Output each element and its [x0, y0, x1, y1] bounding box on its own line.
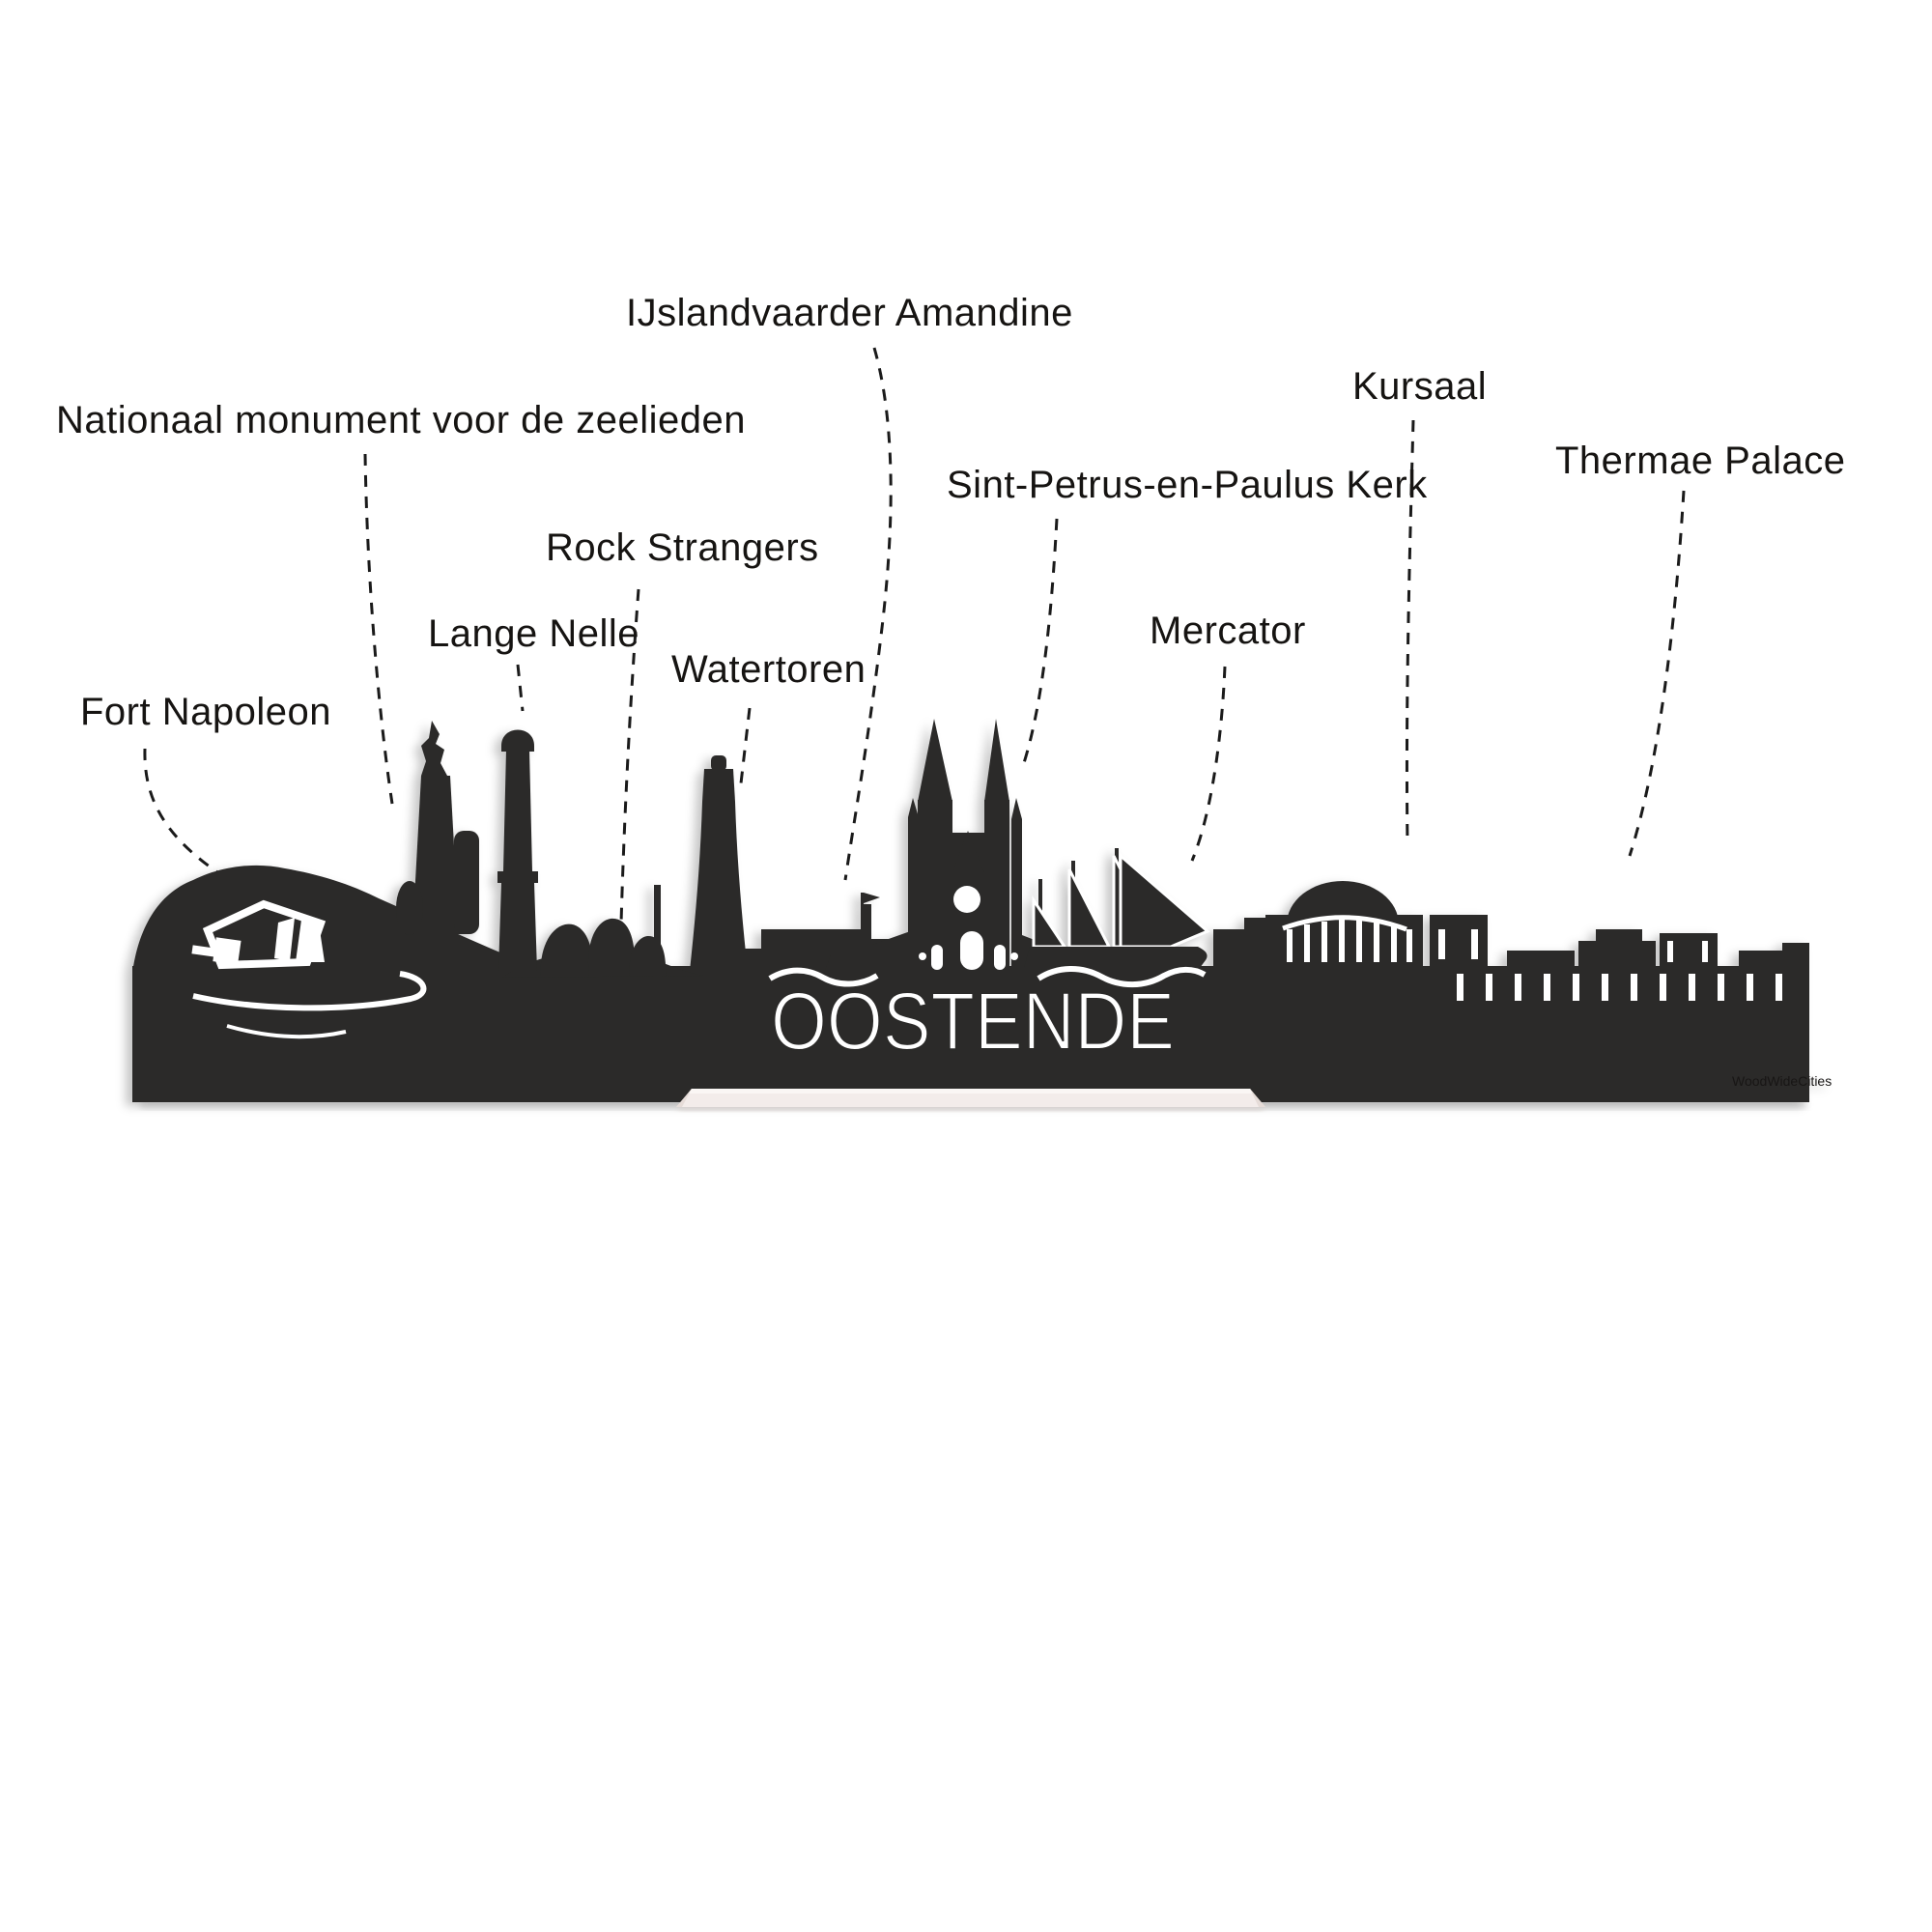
- city-name-cutout: OOSTENDE: [771, 976, 1175, 1066]
- rock-strangers-silhouette: [541, 919, 667, 976]
- label-rock-strangers: Rock Strangers: [546, 526, 819, 569]
- label-fort-napoleon: Fort Napoleon: [80, 691, 331, 733]
- label-ijslandvaarder-amandine: IJslandvaarder Amandine: [626, 292, 1073, 334]
- seafront-block-silhouette: [1430, 915, 1488, 971]
- leader-sint-petrus: [1022, 519, 1057, 769]
- nationaal-monument-silhouette: [396, 721, 479, 935]
- label-watertoren: Watertoren: [671, 648, 867, 691]
- label-mercator: Mercator: [1150, 610, 1306, 652]
- mercator-ship-silhouette: [1024, 848, 1208, 968]
- stand-top-face: [688, 1089, 1254, 1094]
- sint-petrus-kerk-silhouette: [872, 719, 1042, 974]
- watertoren-silhouette: [690, 755, 748, 971]
- leader-nationaal-monument: [365, 454, 392, 804]
- city-block: [1213, 929, 1244, 973]
- leader-lange-nelle: [518, 665, 523, 711]
- label-lange-nelle: Lange Nelle: [428, 612, 639, 655]
- fort-pin-head-cutout: [213, 937, 241, 964]
- label-sint-petrus-en-paulus-kerk: Sint-Petrus-en-Paulus Kerk: [947, 464, 1428, 506]
- label-nationaal-monument: Nationaal monument voor de zeelieden: [56, 399, 746, 441]
- quay-block: [330, 958, 398, 980]
- leader-ijslandvaarder: [845, 348, 891, 880]
- leader-fort-napoleon: [145, 749, 235, 884]
- leader-mercator: [1192, 667, 1225, 861]
- label-kursaal: Kursaal: [1352, 365, 1488, 408]
- church-door-cutout: [960, 931, 983, 970]
- lange-nelle-silhouette: [497, 730, 538, 972]
- harbour-post: [654, 885, 661, 977]
- watermark-text: WoodWideCities: [1732, 1073, 1833, 1089]
- display-stand: [676, 1089, 1265, 1111]
- leader-thermae-palace: [1630, 491, 1684, 856]
- rose-window-cutout: [953, 886, 980, 913]
- kursaal-silhouette: [1265, 881, 1423, 971]
- leader-watertoren: [741, 708, 750, 783]
- label-thermae-palace: Thermae Palace: [1555, 440, 1846, 482]
